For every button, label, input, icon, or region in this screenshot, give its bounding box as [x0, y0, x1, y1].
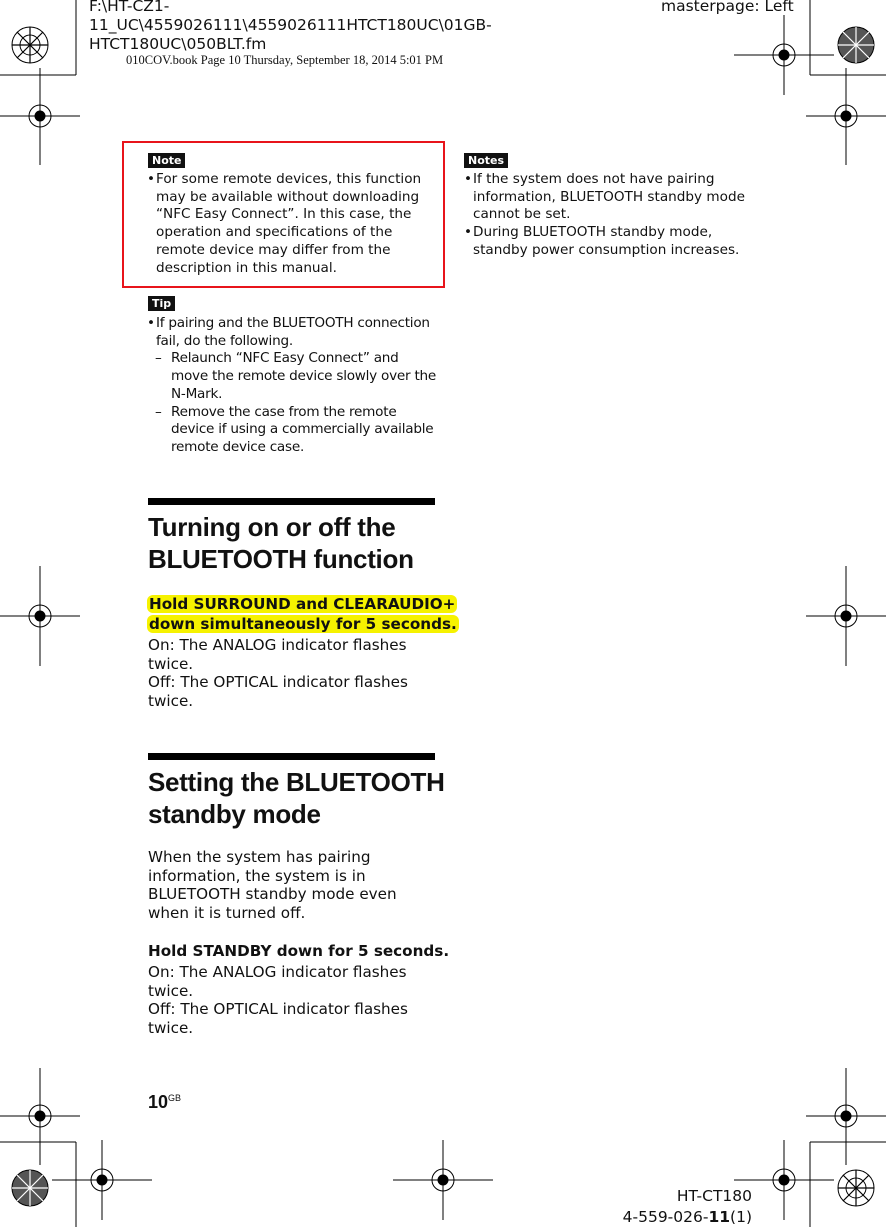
notes-list — [464, 171, 754, 260]
off-result: Off: The OPTICAL indicator flashes twice. — [148, 673, 408, 711]
tip-subitem: – Relaunch “NFC Easy Connect” and move the remote device slowly over the N-Mark. — [147, 350, 439, 403]
on-result: On: The ANALOG indicator flashes twice. — [148, 636, 407, 673]
page-number-suffix: GB — [168, 1093, 182, 1103]
notes-item: • During BLUETOOTH standby mode, standby power consumption increases. — [464, 224, 754, 259]
section1-results — [148, 636, 423, 711]
standby-instruction: Hold STANDBY down for 5 seconds. — [148, 942, 450, 960]
tip-list — [147, 315, 439, 457]
file-path-line1: F:\HT-CZ1-11_UC\4559026111\4559026111HTCT180UC\01GB- — [89, 0, 492, 34]
instruction-line: down simultaneously for 5 seconds. — [149, 614, 457, 633]
code-suffix: (1) — [730, 1208, 752, 1226]
instruction-highlighted — [147, 595, 459, 633]
section2-results — [148, 963, 423, 1038]
footer-code — [623, 1208, 752, 1227]
title-line: Turning on or off the — [148, 512, 396, 542]
tip-label: Tip — [148, 296, 175, 311]
tip-item: • If pairing and the BLUETOOTH connection fail, do the following. — [147, 315, 439, 350]
note-list — [147, 171, 429, 277]
notes-item: • If the system does not have pairing information, BLUETOOTH standby mode cannot be set. — [464, 171, 754, 224]
note-item: • For some remote devices, this function may be available without downloading “NFC Easy Connect”. In this case, the operation and specifications of the remote device may differ from the description in this manual. — [147, 171, 429, 277]
section-rule — [148, 753, 435, 760]
section-title-bluetooth-function — [148, 511, 448, 575]
on-result: On: The ANALOG indicator flashes twice. — [148, 963, 407, 1000]
title-line: standby mode — [148, 799, 321, 829]
file-path — [89, 0, 569, 54]
masterpage-label: masterpage: Left — [661, 0, 794, 15]
book-info: 010COV.book Page 10 Thursday, September 18, 2014 5:01 PM — [126, 53, 444, 67]
note-section — [148, 149, 185, 168]
title-line: BLUETOOTH function — [148, 544, 414, 574]
tip-section — [148, 292, 175, 311]
notes-label: Notes — [464, 153, 508, 168]
code-prefix: 4-559-026- — [622, 1208, 709, 1226]
page-number-value: 10 — [148, 1092, 169, 1112]
footer-model: HT-CT180 — [676, 1187, 752, 1205]
instruction-line: Hold SURROUND and CLEARAUDIO+ — [149, 595, 456, 613]
note-label: Note — [148, 153, 185, 168]
code-bold: 11 — [708, 1208, 731, 1226]
file-path-line2: HTCT180UC\050BLT.fm — [89, 35, 267, 53]
tip-subitem: – Remove the case from the remote device if using a commercially available remote device case. — [147, 404, 439, 457]
page-number — [148, 1092, 181, 1113]
section2-intro: When the system has pairing information, the system is in BLUETOOTH standby mode even when it is turned off. — [148, 848, 397, 923]
title-line: Setting the BLUETOOTH — [148, 767, 445, 797]
section-rule — [148, 498, 435, 505]
off-result: Off: The OPTICAL indicator flashes twice. — [148, 1000, 408, 1038]
section-title-standby-mode — [148, 766, 448, 830]
notes-section — [464, 149, 508, 168]
